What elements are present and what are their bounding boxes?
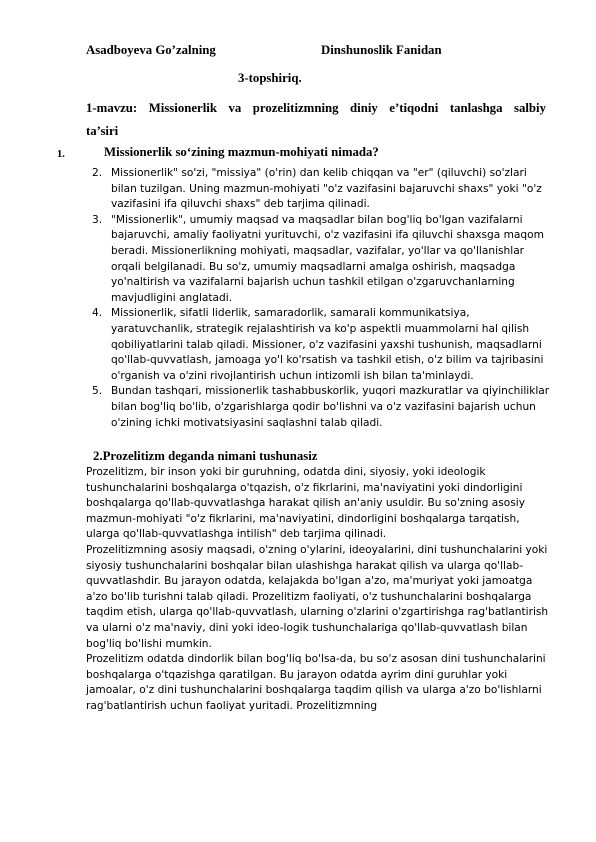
topic-word: diniy — [350, 101, 378, 115]
subject-name: Dinshunoslik Fanidan — [321, 43, 442, 57]
topic-word: prozelitizmning — [252, 101, 339, 115]
list-item-text: Missionerlik, sifatli liderlik, samaradorlik, samarali kommunikatsiya, yaratuvchanlik, strategik rejalashtirish va ko'p aspektli muammolarni hal qilish qobiliyatlarini talab qiladi. Missioner, o'z vazifasini yaxshi tushunish, maqsadlarni qo'llab-quvvatlash, jamoaga yo'l ko'rsatish va tashkil etish, o'z bilim va tajribasini o'rganish va o'zini rivojlantirish uchun intizomli ish bilan ta'minlaydi. — [111, 307, 544, 382]
list-item-number: 5. — [92, 385, 103, 398]
list-item-text: Bundan tashqari, missionerlik tashabbuskorlik, yuqori mazkuratlar va qiyinchiliklar bilan bog'liq bo'lib, o'zgarishlarga qodir bo'lishni va o'z vazifasini bajarish uchun o'zining ichki motivatsiyasini saqlashni talab qiladi. — [111, 385, 550, 429]
list-item — [92, 306, 552, 384]
question-1-title: Missionerlik so‘zining mazmun-mohiyati nimada? — [104, 145, 379, 159]
topic-word: salbiy — [513, 101, 546, 115]
body-paragraph: Prozelitizmning asosiy maqsadi, o'zning o'ylarini, ideoyalarini, dini tushunchalarini yoki siyosiy tushunchalarini boshqalar bilan ulashishga harakat qilish va ularga qo'llab-quvvatlashdir. Bu jarayon odatda, kelajakda bo'lgan a'zo, ma'muriyat yoki jamoatga a'zo bo'lib turishni talab qiladi. Prozelitizm faoliyati, o'z tushunchalarini boshqalarga taqdim etish, ularga qo'llab-quvvatlash, ularning o'zlarini o'zgartirishga rag'batlantirish va ularni o'z ma'naviy, dini yoki ideo-logik tushunchalariga qo'llab-quvvatlash bilan bog'liq bo'lishi mumkin. — [86, 543, 549, 650]
list-item — [92, 213, 552, 307]
topic-title — [86, 97, 546, 143]
topic-word: e’tiqodni — [389, 101, 439, 115]
question-1-number: 1. — [57, 149, 65, 160]
topic-word: va — [228, 101, 242, 115]
list-item-number: 4. — [92, 307, 103, 320]
section-2-body — [86, 465, 556, 715]
list-item — [92, 166, 552, 213]
topic-title-line-2: ta’siri — [86, 124, 119, 138]
body-paragraph: Prozelitizm, bir inson yoki bir guruhning, odatda dini, siyosiy, yoki ideologik tushunchalarini boshqalarga o'tqazish, o'z fikrlarini, ma'naviyatini yoki dindorligini boshqalarga qo'llab-quvvatlashga harakat qilish an'aniy usuldir. Bu so'zning asosiy mazmun-mohiyati "o'z fikrlarini, ma'naviyatini, dindorligini boshqalarga tarqatish, ularga qo'llab-quvvatlashga intilish" deb tarjima qilinadi. — [86, 466, 526, 541]
section-2-heading: 2.Prozelitizm deganda nimani tushunasiz — [93, 449, 318, 463]
list-item-text: Missionerlik" so'zi, "missiya" (o'rin) dan kelib chiqqan va "er" (qiluvchi) so'zlari bilan tuzilgan. Uning mazmun-mohiyati "o'z vazifasini bajaruvchi shaxs" yoki "o'z vazifasini ifa qiluvchi shaxs" deb tarjima qilinadi. — [111, 167, 542, 211]
body-paragraph: Prozelitizm odatda dindorlik bilan bog'liq bo'lsa-da, bu so'z asosan dini tushunchalarini boshqalarga o'tqazishga qaratilgan. Bu jarayon odatda ayrim dini guruhlar yoki jamoalar, o'z dini tushunchalarini boshqalarga taqdim qilish va ularga a'zo bo'lishlarni rag'batlantirish uchun faoliyat yuritadi. Prozelitizmning — [86, 653, 546, 712]
author-name: Asadboyeva Go’zalning — [86, 43, 216, 57]
topic-title-line-1 — [86, 97, 546, 120]
list-item-number: 3. — [92, 213, 103, 226]
topic-word: tanlashga — [449, 101, 503, 115]
list-item-text: "Missionerlik", umumiy maqsad va maqsadlar bilan bog'liq bo'lgan vazifalarni bajaruvchi, amaliy faoliyatni yurituvchi, o'z vazifasini ifa qiluvchi shaxsga maqom beradi. Missionerlikning mohiyati, maqsadlar, vazifalar, yo'llar va qo'llanishlar orqali belgilanadi. Bu so'z, umumiy maqsadlarni amalga oshirish, maqsadga yo'naltirish va vazifalarni bajarish uchun tashkil etilgan o'zgaruvchanlarning mavjudligini anglatadi. — [111, 213, 544, 304]
task-label: 3-topshiriq. — [238, 71, 302, 85]
topic-word: 1-mavzu: — [86, 101, 138, 115]
numbered-list — [92, 166, 552, 431]
list-item-number: 2. — [92, 167, 103, 179]
list-item — [92, 384, 552, 431]
topic-word: Missionerlik — [148, 101, 217, 115]
